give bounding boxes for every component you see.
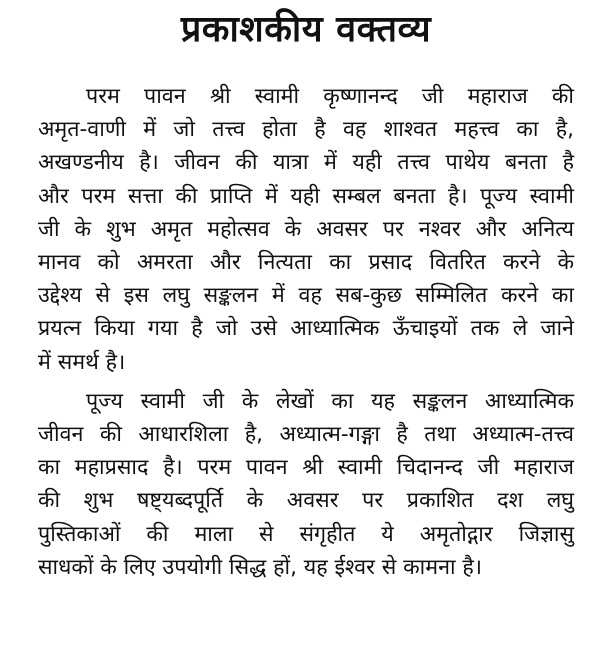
paragraph-line: जीवन की आधारशिला है, अध्यात्म-गङ्गा है तथा अध्यात्म-तत्त्व [38,422,574,448]
paragraph-line: प्रयत्न किया गया है जो उसे आध्यात्मिक ऊँचाइयों तक ले जाने [38,316,574,342]
paragraph-line: में समर्थ है। [38,349,126,375]
page-title: प्रकाशकीय वक्तव्य [180,9,432,50]
paragraph-1 [38,80,574,379]
paragraph-line: का महाप्रसाद है। परम पावन श्री स्वामी चिदानन्द जी महाराज [38,455,574,481]
paragraph-line: पुस्तिकाओं की माला से संगृहीत ये अमृतोद्गार जिज्ञासु [38,521,574,547]
paragraph-line: परम पावन श्री स्वामी कृष्णानन्द जी महाराज की [86,84,574,109]
paragraph-line: अखण्डनीय है। जीवन की यात्रा में यही तत्त्व पाथेय बनता है [38,150,574,176]
paragraph-line: अमृत-वाणी में जो तत्त्व होता है वह शाश्वत महत्त्व का है, [38,117,574,143]
paragraph-2 [38,385,574,584]
paragraph-line: साधकों के लिए उपयोगी सिद्ध हों, यह ईश्वर से कामना है। [38,554,482,580]
paragraph-line: मानव को अमरता और नित्यता का प्रसाद वितरित करने के [38,250,574,276]
paragraph-line: जी के शुभ अमृत महोत्सव के अवसर पर नश्वर और अनित्य [38,216,574,242]
paragraph-line: और परम सत्ता की प्राप्ति में यही सम्बल बनता है। पूज्य स्वामी [38,183,574,209]
paragraph-line: उद्देश्य से इस लघु सङ्कलन में वह सब-कुछ सम्मिलित करने का [38,283,574,309]
paragraph-line: की शुभ षष्ट्यब्दपूर्ति के अवसर पर प्रकाशित दश लघु [38,488,574,514]
paragraph-line: पूज्य स्वामी जी के लेखों का यह सङ्कलन आध्यात्मिक [86,388,574,414]
